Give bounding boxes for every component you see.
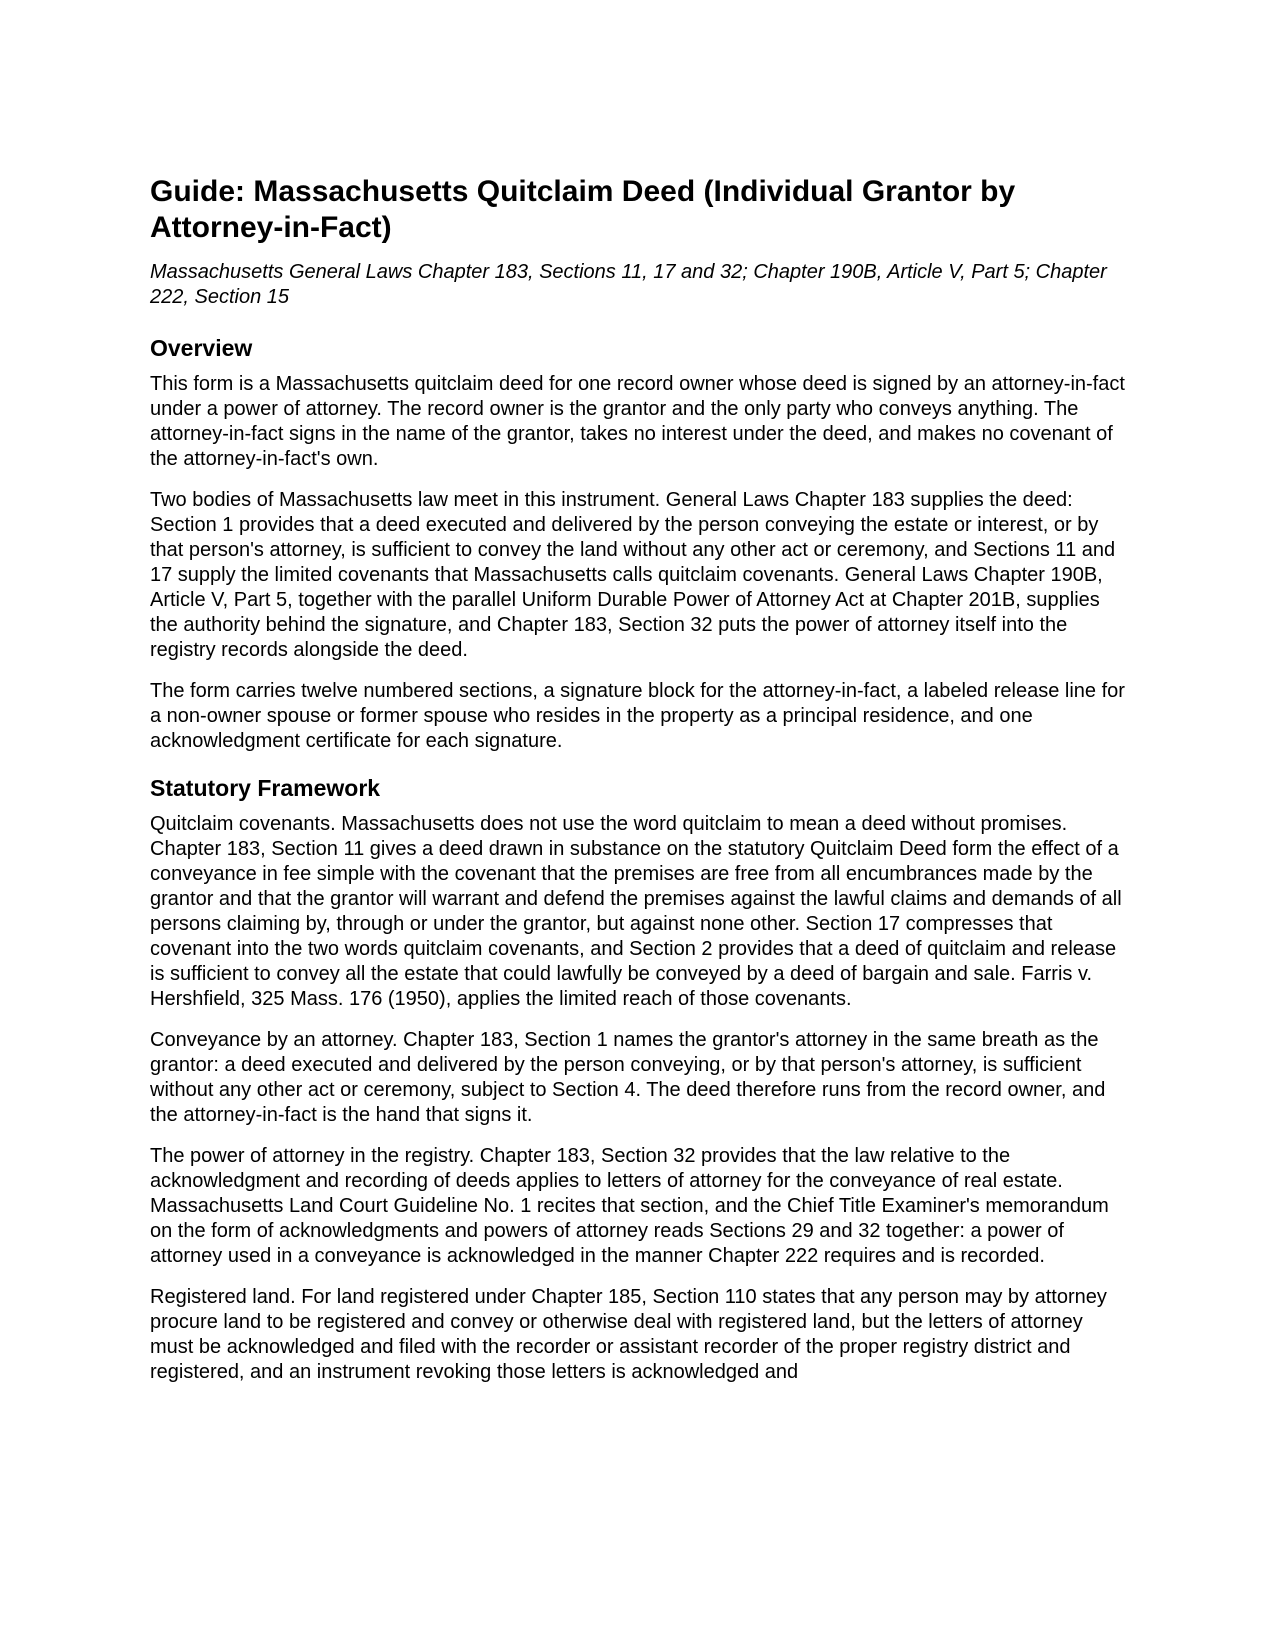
section-heading-statutory-framework: Statutory Framework xyxy=(150,775,381,801)
framework-paragraph-registered-land: Registered land. For land registered under Chapter 185, Section 110 states that any person may by attorney procure land to be registered and convey or otherwise deal with registered land, but the letters of attorney must be acknowledged and filed with the recorder or assistant recorder of the proper registry district and registered, and an instrument revoking those letters is acknowledged and xyxy=(150,1286,1107,1383)
document-page xyxy=(150,174,1130,1401)
section-overview xyxy=(150,334,1130,754)
overview-paragraph-2: Two bodies of Massachusetts law meet in this instrument. General Laws Chapter 183 supplies the deed: Section 1 provides that a deed executed and delivered by the person conveying the estate or interest, or by that person's attorney, is sufficient to convey the land without any other act or ceremony, and Sections 11 and 17 supply the limited covenants that Massachusetts calls quitclaim covenants. General Laws Chapter 190B, Article V, Part 5, together with the parallel Uniform Durable Power of Attorney Act at Chapter 201B, supplies the authority behind the signature, and Chapter 183, Section 32 puts the power of attorney itself into the registry records alongside the deed. xyxy=(150,489,1116,661)
framework-paragraph-conveyance-by-attorney: Conveyance by an attorney. Chapter 183, Section 1 names the grantor's attorney in the same breath as the grantor: a deed executed and delivered by the person conveying, or by that person's attorney, is sufficient without any other act or ceremony, subject to Section 4. The deed therefore runs from the record owner, and the attorney-in-fact is the hand that signs it. xyxy=(150,1029,1106,1126)
overview-paragraph-3: The form carries twelve numbered sections, a signature block for the attorney-in-fact, a labeled release line for a non-owner spouse or former spouse who resides in the property as a principal residence, and one acknowledgment certificate for each signature. xyxy=(150,680,1125,752)
framework-paragraph-quitclaim-covenants: Quitclaim covenants. Massachusetts does not use the word quitclaim to mean a deed without promises. Chapter 183, Section 11 gives a deed drawn in substance on the statutory Quitclaim Deed form the effect of a conveyance in fee simple with the covenant that the premises are free from all encumbrances made by the grantor and that the grantor will warrant and defend the premises against the lawful claims and demands of all persons claiming by, through or under the grantor, but against none other. Section 17 compresses that covenant into the two words quitclaim covenants, and Section 2 provides that a deed of quitclaim and release is sufficient to convey all the estate that could lawfully be conveyed by a deed of bargain and sale. Farris v. Hershfield, 325 Mass. 176 (1950), applies the limited reach of those covenants. xyxy=(150,813,1122,1010)
statutory-citation: Massachusetts General Laws Chapter 183, Sections 11, 17 and 32; Chapter 190B, Article V, Part 5; Chapter 222, Section 15 xyxy=(150,261,1107,308)
section-heading-overview: Overview xyxy=(150,335,253,361)
document-title: Guide: Massachusetts Quitclaim Deed (Individual Grantor by Attorney-in-Fact) xyxy=(150,175,1016,244)
framework-paragraph-power-of-attorney-registry: The power of attorney in the registry. Chapter 183, Section 32 provides that the law relative to the acknowledgment and recording of deeds applies to letters of attorney for the conveyance of real estate. Massachusetts Land Court Guideline No. 1 recites that section, and the Chief Title Examiner's memorandum on the form of acknowledgments and powers of attorney reads Sections 29 and 32 together: a power of attorney used in a conveyance is acknowledged in the manner Chapter 222 requires and is recorded. xyxy=(150,1145,1109,1267)
section-statutory-framework xyxy=(150,774,1130,1385)
overview-paragraph-1: This form is a Massachusetts quitclaim deed for one record owner whose deed is signed by an attorney-in-fact under a power of attorney. The record owner is the grantor and the only party who conveys anything. The attorney-in-fact signs in the name of the grantor, takes no interest under the deed, and makes no covenant of the attorney-in-fact's own. xyxy=(150,373,1125,470)
